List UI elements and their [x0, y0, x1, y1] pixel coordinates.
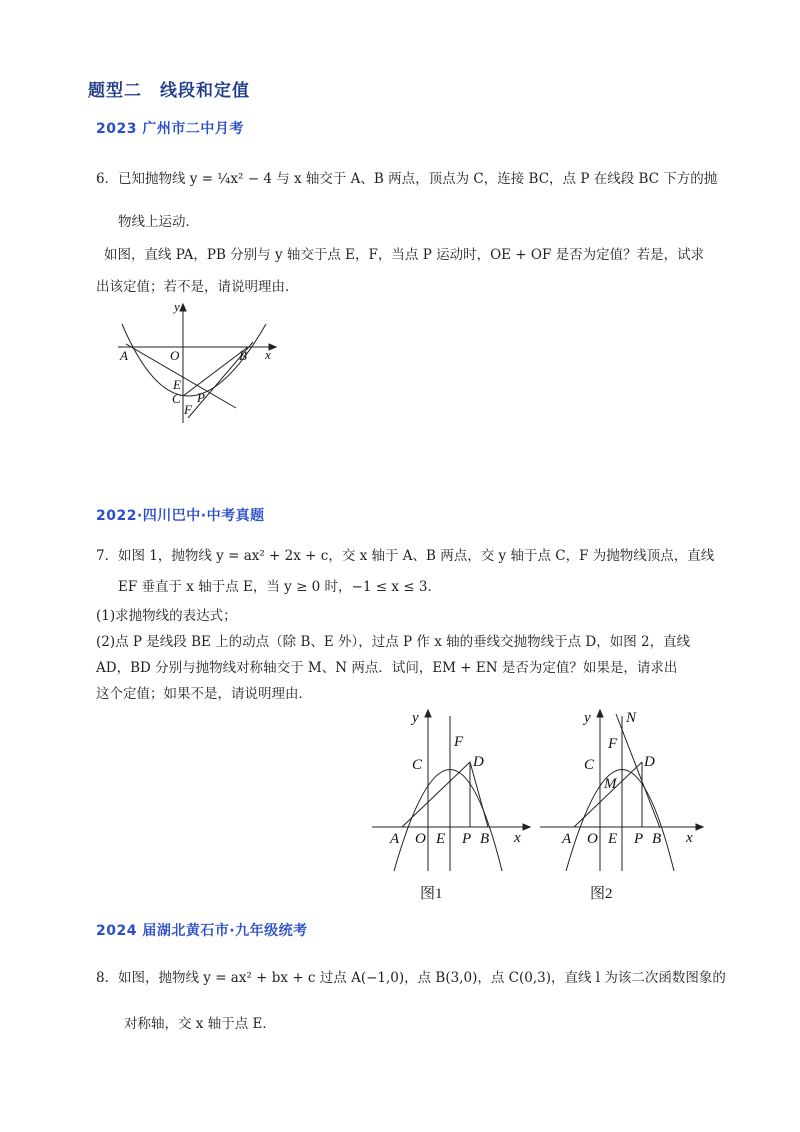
label-x: x	[686, 830, 693, 846]
problem-7-line-1: 如图 1，抛物线 y = ax² + 2x + c，交 x 轴于 A、B 两点，交 y 轴于点 C，F 为抛物线顶点，直线	[118, 548, 715, 564]
problem-7-figure-2	[538, 706, 708, 876]
label-m: M	[604, 776, 617, 792]
problem-7-line-6: 这个定值；如果不是，请说明理由．	[96, 686, 312, 702]
problem-8-source: 2024 届湖北黄石市·九年级统考	[96, 923, 308, 939]
label-x: x	[514, 830, 521, 846]
problem-7-line-2: EF 垂直于 x 轴于点 E，当 y ≥ 0 时，−1 ≤ x ≤ 3．	[118, 579, 441, 595]
label-f: F	[454, 734, 464, 750]
problem-6-source: 2023 广州市二中月考	[96, 121, 244, 137]
label-a: A	[562, 831, 572, 847]
x-axis-arrow-icon	[523, 824, 530, 830]
line-bd	[616, 714, 660, 828]
problem-8-line-1: 如图，抛物线 y = ax² + bx + c 过点 A(−1,0)，点 B(3,0)，点 C(0,3)，直线 l 为该二次函数图象的	[118, 970, 726, 986]
label-p: P	[634, 831, 644, 847]
y-axis-arrow-icon	[597, 710, 603, 717]
problem-6-line-4: 出该定值；若不是，请说明理由．	[96, 279, 299, 295]
section-title: 题型二 线段和定值	[88, 81, 250, 101]
label-p: P	[197, 390, 205, 405]
label-f: F	[608, 736, 618, 752]
problem-6-line-2: 物线上运动．	[118, 214, 199, 230]
line-pa	[126, 344, 236, 408]
label-d: D	[644, 754, 655, 770]
label-e: E	[608, 831, 618, 847]
y-axis-arrow-icon	[425, 710, 431, 717]
figure-2-caption: 图2	[590, 886, 613, 902]
label-o: O	[587, 831, 598, 847]
problem-7-line-4: (2)点 P 是线段 BE 上的动点（除 B、E 外），过点 P 作 x 轴的垂线交抛物线于点 D，如图 2，直线	[96, 634, 691, 650]
label-y: y	[174, 299, 180, 314]
label-c: C	[584, 757, 595, 773]
label-e: E	[436, 831, 446, 847]
problem-6-line-1: 已知抛物线 y = ¼x² − 4 与 x 轴交于 A、B 两点，顶点为 C，连接 BC，点 P 在线段 BC 下方的抛	[118, 171, 718, 187]
figure-1-caption: 图1	[420, 886, 443, 902]
label-a: A	[390, 831, 400, 847]
label-c: C	[172, 391, 181, 406]
label-c: C	[412, 757, 423, 773]
label-x: x	[265, 347, 271, 362]
label-e: E	[173, 377, 181, 392]
label-y: y	[412, 710, 419, 726]
y-axis-arrow-icon	[180, 304, 186, 311]
problem-7-number: 7．	[96, 548, 119, 564]
problem-7-source: 2022·四川巴中·中考真题	[96, 508, 265, 524]
problem-7-line-5: AD，BD 分别与抛物线对称轴交于 M、N 两点．试问，EM + EN 是否为定值？如果是，请求出	[96, 660, 678, 676]
problem-6-figure	[108, 298, 283, 428]
segment-db	[470, 762, 488, 827]
problem-7-line-3: (1)求抛物线的表达式；	[96, 608, 237, 624]
parabola	[566, 770, 674, 872]
label-o: O	[415, 831, 426, 847]
label-a: A	[120, 348, 128, 363]
label-y: y	[584, 710, 591, 726]
problem-8-line-2: 对称轴，交 x 轴于点 E．	[124, 1016, 276, 1032]
label-n: N	[626, 710, 637, 726]
problem-6-line-3: 如图，直线 PA，PB 分别与 y 轴交于点 E，F，当点 P 运动时，OE + OF 是否为定值？若是，试求	[104, 247, 705, 263]
label-d: D	[473, 754, 484, 770]
label-o: O	[170, 348, 180, 363]
problem-8-number: 8．	[96, 970, 119, 986]
label-b: B	[652, 831, 662, 847]
label-f: F	[184, 402, 192, 417]
label-p: P	[462, 831, 472, 847]
x-axis-arrow-icon	[696, 824, 703, 830]
problem-7-figure-1	[370, 706, 535, 876]
label-b: B	[239, 348, 247, 363]
label-b: B	[480, 831, 490, 847]
problem-6-number: 6．	[96, 171, 119, 187]
